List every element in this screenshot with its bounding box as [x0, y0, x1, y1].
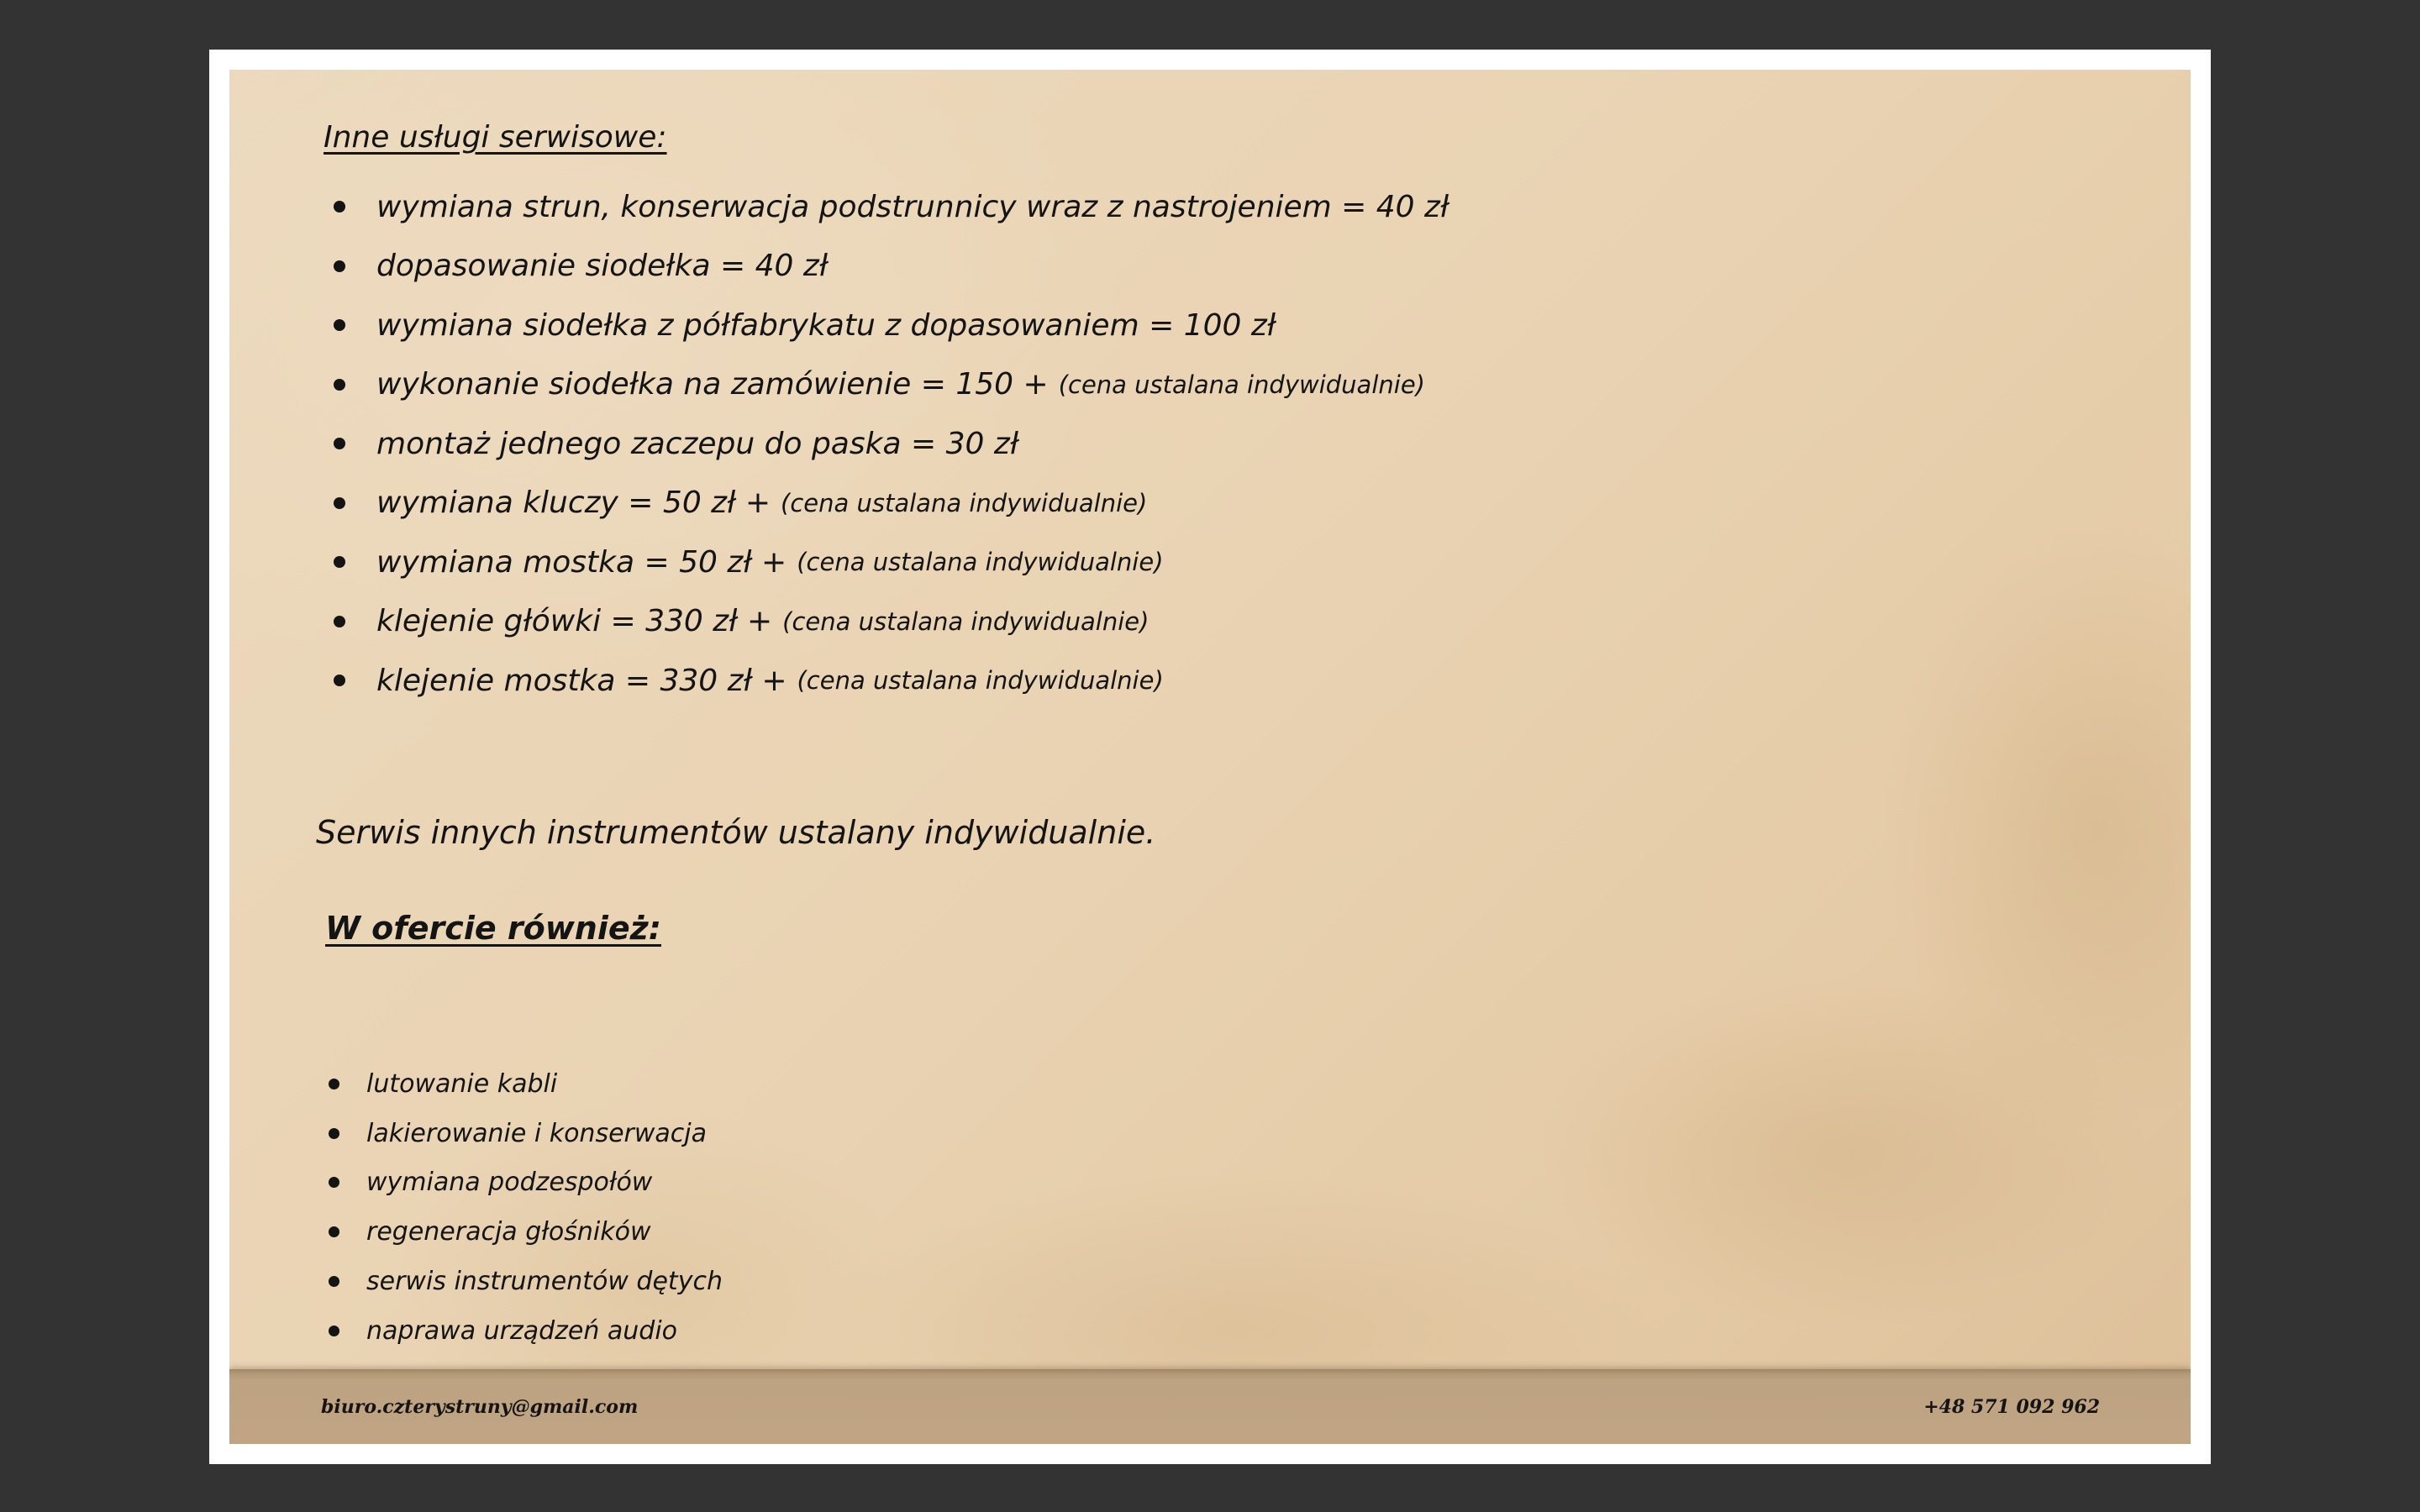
bullet-icon: [334, 616, 345, 627]
list-item: [329, 1158, 925, 1208]
content-area: [229, 70, 2191, 1377]
footer-email-link[interactable]: biuro.czterystruny@gmail.com: [321, 1396, 639, 1418]
bullet-icon: [329, 1079, 339, 1089]
bullet-icon: [334, 319, 345, 331]
list-item: [334, 474, 1459, 533]
list-item: [334, 533, 1459, 592]
bullet-icon: [329, 1276, 339, 1287]
list-item: [334, 592, 1459, 652]
paper-background: [229, 70, 2191, 1444]
offer-text: serwis instrumentów dętych: [366, 1267, 723, 1297]
service-note: (cena ustalana indywidualnie): [782, 606, 1150, 636]
bullet-icon: [334, 379, 345, 391]
list-item: [329, 1109, 925, 1158]
offer-list: [329, 1059, 925, 1405]
service-text: klejenie główki = 330 zł +: [376, 604, 773, 639]
service-text: wymiana mostka = 50 zł +: [376, 544, 787, 580]
bullet-icon: [334, 438, 345, 449]
service-note: (cena ustalana indywidualnie): [797, 666, 1164, 696]
offer-text: lutowanie kabli: [366, 1068, 558, 1099]
bullet-icon: [329, 1128, 339, 1139]
offer-text: regeneracja głośników: [366, 1217, 651, 1247]
list-item: [334, 237, 1459, 297]
offer-text: wymiana podzespołów: [366, 1168, 653, 1198]
list-item: [329, 1257, 925, 1306]
service-text: wymiana strun, konserwacja podstrunnicy wraz z nastrojeniem = 40 zł: [376, 189, 1449, 224]
offer-text: lakierowanie i konserwacja: [366, 1118, 707, 1148]
list-item: [334, 651, 1459, 711]
list-item: [334, 177, 1459, 237]
service-note: (cena ustalana indywidualnie): [797, 548, 1164, 577]
bullet-icon: [334, 260, 345, 272]
service-text: montaż jednego zaczepu do paska = 30 zł: [376, 426, 1019, 461]
service-text: wykonanie siodełka na zamówienie = 150 +: [376, 367, 1049, 402]
page-frame: [209, 50, 2211, 1464]
service-text: wymiana kluczy = 50 zł +: [376, 486, 771, 521]
service-note: (cena ustalana indywidualnie): [1058, 370, 1425, 399]
list-item: [334, 414, 1459, 474]
other-instruments-note: Serwis innych instrumentów ustalany indywidualnie.: [316, 814, 1156, 851]
list-item: [329, 1306, 925, 1356]
bullet-icon: [329, 1226, 339, 1237]
bullet-icon: [334, 556, 345, 568]
bullet-icon: [334, 201, 345, 213]
list-item: [334, 296, 1459, 355]
services-heading: Inne usługi serwisowe:: [324, 120, 667, 155]
bullet-icon: [334, 675, 345, 686]
bullet-icon: [329, 1177, 339, 1188]
bullet-icon: [329, 1326, 339, 1336]
bullet-icon: [334, 497, 345, 509]
list-item: [334, 355, 1459, 415]
service-text: klejenie mostka = 330 zł +: [376, 663, 787, 698]
service-text: wymiana siodełka z półfabrykatu z dopasowaniem = 100 zł: [376, 307, 1276, 343]
offer-text: naprawa urządzeń audio: [366, 1315, 678, 1346]
offer-heading: W ofercie również:: [325, 910, 661, 947]
services-list: [334, 177, 1459, 711]
list-item: [329, 1059, 925, 1109]
service-note: (cena ustalana indywidualnie): [781, 488, 1148, 517]
footer-phone-link[interactable]: +48 571 092 962: [1923, 1396, 2100, 1418]
list-item: [329, 1207, 925, 1257]
footer-bar: [229, 1369, 2191, 1444]
service-text: dopasowanie siodełka = 40 zł: [376, 249, 829, 284]
